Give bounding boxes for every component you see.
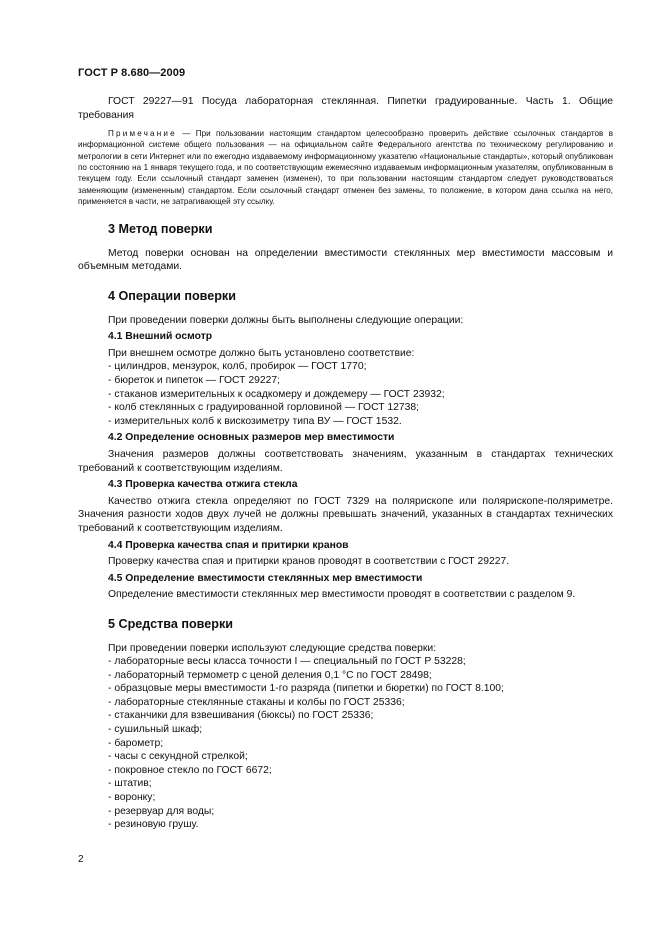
section-4-intro: При проведении поверки должны быть выполнены следующие операции: (108, 314, 464, 326)
note-label: Примечание (108, 129, 177, 139)
list-item: - резиновую грушу. (108, 819, 199, 831)
subsection-4-3-text: Качество отжига стекла определяют по ГОСТ 7329 на полярископе или полярископе-поляриметре. Значения разности ходов двух лучей не должны превышать значений, указанных в стандартах технических требований к соответствующим изделиям. (78, 495, 613, 534)
section-3-text: Метод поверки основан на определении вместимости стеклянных мер вместимости массовым и объемным методами. (78, 247, 613, 273)
list-item: - сушильный шкаф; (108, 724, 203, 736)
list-item: - воронку; (108, 792, 156, 804)
reference-paragraph: ГОСТ 29227—91 Посуда лабораторная стеклянная. Пипетки градуированные. Часть 1. Общие требования (78, 96, 613, 121)
subsection-4-1-intro: При внешнем осмотре должно быть установлено соответствие: (108, 347, 415, 359)
list-item: - измерительных колб к вискозиметру типа ВУ — ГОСТ 1532. (108, 415, 402, 427)
subsection-4-2-title: 4.2 Определение основных размеров мер вместимости (108, 432, 395, 444)
document-body (78, 95, 613, 832)
document-header: ГОСТ Р 8.680—2009 (78, 67, 186, 79)
list-item: - стаканчики для взвешивания (бюксы) по ГОСТ 25336; (108, 710, 374, 722)
list-item: - резервуар для воды; (108, 805, 215, 817)
list-item: - часы с секундной стрелкой; (108, 751, 248, 763)
list-item: - покровное стекло по ГОСТ 6672; (108, 764, 272, 776)
section-3-title: 3 Метод поверки (108, 222, 213, 237)
note-paragraph (78, 128, 613, 207)
list-item: - колб стеклянных с градуированной горловиной — ГОСТ 12738; (108, 402, 420, 414)
list-item: - образцовые меры вместимости 1-го разряда (пипетки и бюретки) по ГОСТ 8.100; (108, 683, 504, 695)
subsection-4-1-title: 4.1 Внешний осмотр (108, 331, 213, 343)
subsection-4-3-title: 4.3 Проверка качества отжига стекла (108, 479, 298, 491)
section-4-title: 4 Операции поверки (108, 289, 236, 304)
page-number: 2 (78, 854, 84, 865)
list-item: - бюреток и пипеток — ГОСТ 29227; (108, 375, 280, 387)
list-item: - лабораторный термометр с ценой деления 0,1 °С по ГОСТ 28498; (108, 669, 432, 681)
equipment-list (78, 655, 613, 832)
section-5-title: 5 Средства поверки (108, 616, 233, 631)
note-text: — При пользовании настоящим стандартом целесообразно проверить действие ссылочных стандартов в информационной системе общего пользования — на официальном сайте Федерального агентства по техническому регулированию и метрологии в сети Интернет или по ежегодно издаваемому информационному указателю «Национальные стандарты», который опубликован по состоянию на 1 января текущего года, и по соответствующим ежемесячно издаваемым информационным указателям, опубликованным в текущем году. Если ссылочный стандарт заменен (изменен), то при пользовании настоящим стандартом следует руководствоваться заменяющим (измененным) стандартом. Если ссылочный стандарт отменен без замены, то положение, в котором дана ссылка на него, применяется в части, не затрагивающей эту ссылку. (78, 129, 613, 206)
list-item: - барометр; (108, 737, 164, 749)
list-item: - штатив; (108, 778, 152, 790)
subsection-4-4-text: Проверку качества спая и притирки кранов проводят в соответствии с ГОСТ 29227. (108, 556, 510, 568)
subsection-4-4-title: 4.4 Проверка качества спая и притирки кранов (108, 539, 349, 551)
subsection-4-5-title: 4.5 Определение вместимости стеклянных мер вместимости (108, 572, 423, 584)
section-5-intro: При проведении поверки используют следующие средства поверки: (108, 642, 437, 654)
list-item: - лабораторные стеклянные стаканы и колбы по ГОСТ 25336; (108, 696, 405, 708)
list-item: - лабораторные весы класса точности I — специальный по ГОСТ Р 53228; (108, 656, 466, 668)
subsection-4-5-text: Определение вместимости стеклянных мер вместимости проводят в соответствии с разделом 9. (108, 589, 576, 601)
subsection-4-2-text: Значения размеров должны соответствовать значениям, указанным в стандартах технических требований к соответствующим изделиям. (78, 448, 613, 474)
list-item: - стаканов измерительных к осадкомеру и дождемеру — ГОСТ 23932; (108, 388, 445, 400)
inspection-list (78, 360, 613, 428)
list-item: - цилиндров, мензурок, колб, пробирок — ГОСТ 1770; (108, 361, 367, 373)
